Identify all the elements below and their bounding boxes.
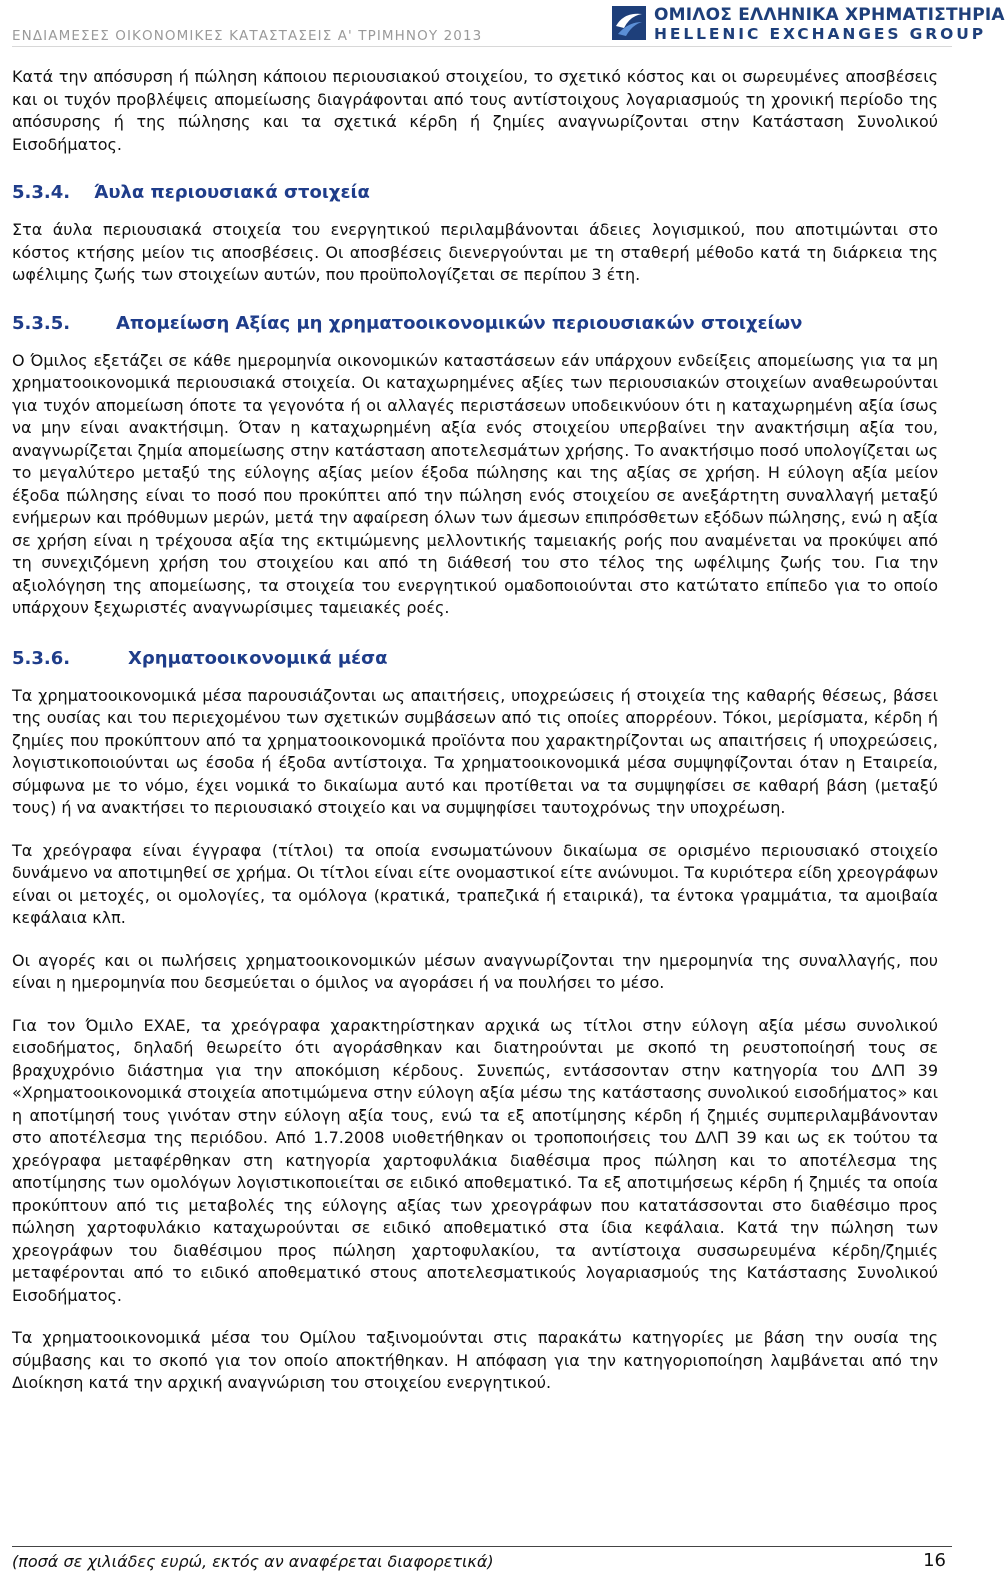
intro-paragraph: Κατά την απόσυρση ή πώληση κάποιου περιουσιακού στοιχείου, το σχετικό κόστος και οι σωρευμένες αποσβέσεις και οι τυχόν προβλέψεις απομείωσης διαγράφονται από τους αντίστοιχους λογαριασμούς τη χρονική περίοδο της απόσυρσης ή της πώλησης και τα σχετικά κέρδη ή ζημίες αναγνωρίζονται στην Κατάσταση Συνολικού Εισοδήματος. <box>12 67 938 154</box>
paragraph: Ο Όμιλος εξετάζει σε κάθε ημερομηνία οικονομικών καταστάσεων εάν υπάρχουν ενδείξεις απομείωσης για τα μη χρηματοοικονομικά περιουσιακά στοιχεία. Οι καταχωρημένες αξίες των περιουσιακών στοιχείων αναθεωρούνται για τυχόν απομείωση όποτε τα γεγονότα ή οι αλλαγές περιστάσεων υποδεικνύουν ότι η καταχωρημένη αξία ίσως να μην είναι ανακτήσιμη. Όταν η καταχωρημένη αξία ενός στοιχείου υπερβαίνει την ανακτήσιμη αξία του, αναγνωρίζεται ζημία απομείωσης στην κατάσταση αποτελεσμάτων χρήσης. Το ανακτήσιμο ποσό υπολογίζεται ως το μεγαλύτερο μεταξύ της εύλογης αξίας μείον έξοδα πώλησης και της αξίας σε χρήση. Η εύλογη αξία μείον έξοδα πώλησης είναι το ποσό που προκύπτει από την πώληση ενός στοιχείου σε ανεξάρτητη συναλλαγή μεταξύ ενήμερων και πρόθυμων μερών, μετά την αφαίρεση όλων των άμεσων επιπρόσθετων εξόδων πώλησης, ενώ η αξία σε χρήση είναι η τρέχουσα αξία της εκτιμώμενης μελλοντικής ταμειακής ροής που αναμένεται να προκύψει από τη συνεχιζόμενη χρήση του στοιχείου και από τη διάθεσή του στο τέλος της ωφέλιμης ζωής του. Για την αξιολόγηση της απομείωσης, τα στοιχεία του ενεργητικού ομαδοποιούνται στο κατώτατο επίπεδο για το οποίο υπάρχουν ξεχωριστές αναγνωρίσιμες ταμειακές ροές. <box>12 350 938 617</box>
footer-note: (ποσά σε χιλιάδες ευρώ, εκτός αν αναφέρεται διαφορετικά) <box>12 1552 494 1571</box>
section-heading-5-3-6 <box>12 646 938 672</box>
paragraph: Τα χρηματοοικονομικά μέσα παρουσιάζονται ως απαιτήσεις, υποχρεώσεις ή στοιχεία της καθαρής θέσεως, βάσει της ουσίας και του περιεχομένου των σχετικών συμβάσεων από τις οποίες απορρέουν. Τόκοι, μερίσματα, κέρδη ή ζημίες που προκύπτουν από τα χρηματοοικονομικά προϊόντα που χαρακτηρίζονται ως απαιτήσεις ή υποχρεώσεις, λογιστικοποιούνται ως έσοδα ή έξοδα αντίστοιχα. Τα χρηματοοικονομικά μέσα συμψηφίζονται όταν η Εταιρεία, σύμφωνα με το νόμο, έχει νομικά το δικαίωμα αυτό και προτίθεται να τα συμψηφίσει σε καθαρή βάση (μεταξύ τους) ή να ανακτήσει το περιουσιακό στοιχείο και να συμψηφίσει ταυτοχρόνως την υποχρέωση. <box>12 685 938 817</box>
section-title: Άυλα περιουσιακά στοιχεία <box>94 182 370 203</box>
section-heading-5-3-5 <box>12 311 938 337</box>
paragraph: Οι αγορές και οι πωλήσεις χρηματοοικονομικών μέσων αναγνωρίζονται την ημερομηνία της συναλλαγής, που είναι η ημερομηνία που δεσμεύεται ο όμιλος να αγοράσει ή να πουλήσει το μέσο. <box>12 950 938 992</box>
header-divider <box>12 46 952 47</box>
section-number: 5.3.6. <box>12 647 71 669</box>
section-number: 5.3.4. <box>12 182 71 203</box>
logo-text-english: HELLENIC EXCHANGES GROUP <box>654 25 986 43</box>
logo-mark-icon <box>612 6 646 40</box>
paragraph: Τα χρηματοοικονομικά μέσα του Ομίλου ταξινομούνται στις παρακάτω κατηγορίες με βάση την ουσία της σύμβασης και το σκοπό για τον οποίο αποκτήθηκαν. Η απόφαση για την κατηγοριοποίηση λαμβάνεται από την Διοίκηση κατά την αρχική αναγνώριση του στοιχείου ενεργητικού. <box>12 1328 938 1392</box>
document-title: ΕΝΔΙΑΜΕΣΕΣ ΟΙΚΟΝΟΜΙΚΕΣ ΚΑΤΑΣΤΑΣΕΙΣ Α' ΤΡΙΜΗΝΟΥ 2013 <box>12 28 483 44</box>
document-body <box>12 66 938 1395</box>
company-logo <box>612 4 1005 44</box>
page-number: 16 <box>923 1550 946 1571</box>
paragraph: Τα χρεόγραφα είναι έγγραφα (τίτλοι) τα οποία ενσωματώνουν δικαίωμα σε ορισμένο περιουσιακό στοιχείο δυνάμενο να αποτιμηθεί σε χρήμα. Οι τίτλοι είναι είτε ονομαστικοί είτε ανώνυμοι. Τα κυριότερα είδη χρεογράφων είναι οι μετοχές, οι ομολογίες, τα ομόλογα (κρατικά, τραπεζικά ή εταιρικά), τα έντοκα γραμμάτια, τα αμοιβαία κεφάλαια κλπ. <box>12 840 938 927</box>
section-title: Χρηματοοικονομικά μέσα <box>128 647 388 669</box>
section-heading-5-3-4 <box>12 180 938 206</box>
footer-divider <box>12 1546 952 1547</box>
paragraph: Στα άυλα περιουσιακά στοιχεία του ενεργητικού περιλαμβάνονται άδειες λογισμικού, που αποτιμώνται στο κόστος κτήσης μείον τις αποσβέσεις. Οι αποσβέσεις διενεργούνται με τη σταθερή μέθοδο κατά τη διάρκεια της ωφέλιμης ζωής των στοιχείων αυτών, που προϋπολογίζεται σε περίπου 3 έτη. <box>12 220 938 284</box>
paragraph: Για τον Όμιλο ΕΧΑΕ, τα χρεόγραφα χαρακτηρίστηκαν αρχικά ως τίτλοι στην εύλογη αξία μέσω συνολικού εισοδήματος, δηλαδή θεωρείτο ότι αγοράσθηκαν και διατηρούνται με σκοπό τη ρευστοποίησή τους σε βραχυχρόνιο διάστημα για την αποκόμιση κέρδους. Συνεπώς, εντάσσονταν στην κατηγορία του ΔΛΠ 39 «Χρηματοοικονομικά στοιχεία αποτιμώμενα στην εύλογη αξία μέσω της κατάστασης συνολικού εισοδήματος» και η αποτίμησή τους γινόταν στην εύλογη αξία τους, ενώ τα εξ αποτίμησης κέρδη ή ζημιές συμπεριλαμβάνονταν στο αποτέλεσμα της περιόδου. Από 1.7.2008 υιοθετήθηκαν οι τροποποιήσεις του ΔΛΠ 39 και ως εκ τούτου τα χρεόγραφα μεταφέρθηκαν στη κατηγορία χαρτοφυλάκια διαθέσιμα προς πώληση και το αποτέλεσμα της αποτίμησης των ομολόγων λογιστικοποιείται σε ειδικό αποθεματικό. Τα εξ αποτιμήσεως κέρδη ή ζημιές τα οποία προκύπτουν από τις μεταβολές της εύλογης αξίας των χρεογράφων που κατατάσσονται στο διαθέσιμο προς πώληση χαρτοφυλάκιο καταχωρούνται σε ειδικό αποθεματικό στα ίδια κεφάλαια. Κατά την πώληση των χρεογράφων του διαθέσιμου προς πώληση χαρτοφυλακίου, τα αντίστοιχα συσσωρευμένα κέρδη/ζημιές μεταφέρονται από το ειδικό αποθεματικό στους αποτελεσματικούς λογαριασμούς της Κατάστασης Συνολικού Εισοδήματος. <box>12 1015 938 1305</box>
section-number: 5.3.5. <box>12 312 71 334</box>
page-header <box>0 0 1005 48</box>
section-title: Απομείωση Αξίας μη χρηματοοικονομικών περιουσιακών στοιχείων <box>116 312 803 334</box>
logo-text-greek: ΟΜΙΛΟΣ ΕΛΛΗΝΙΚΑ ΧΡΗΜΑΤΙΣΤΗΡΙΑ <box>654 5 1005 25</box>
